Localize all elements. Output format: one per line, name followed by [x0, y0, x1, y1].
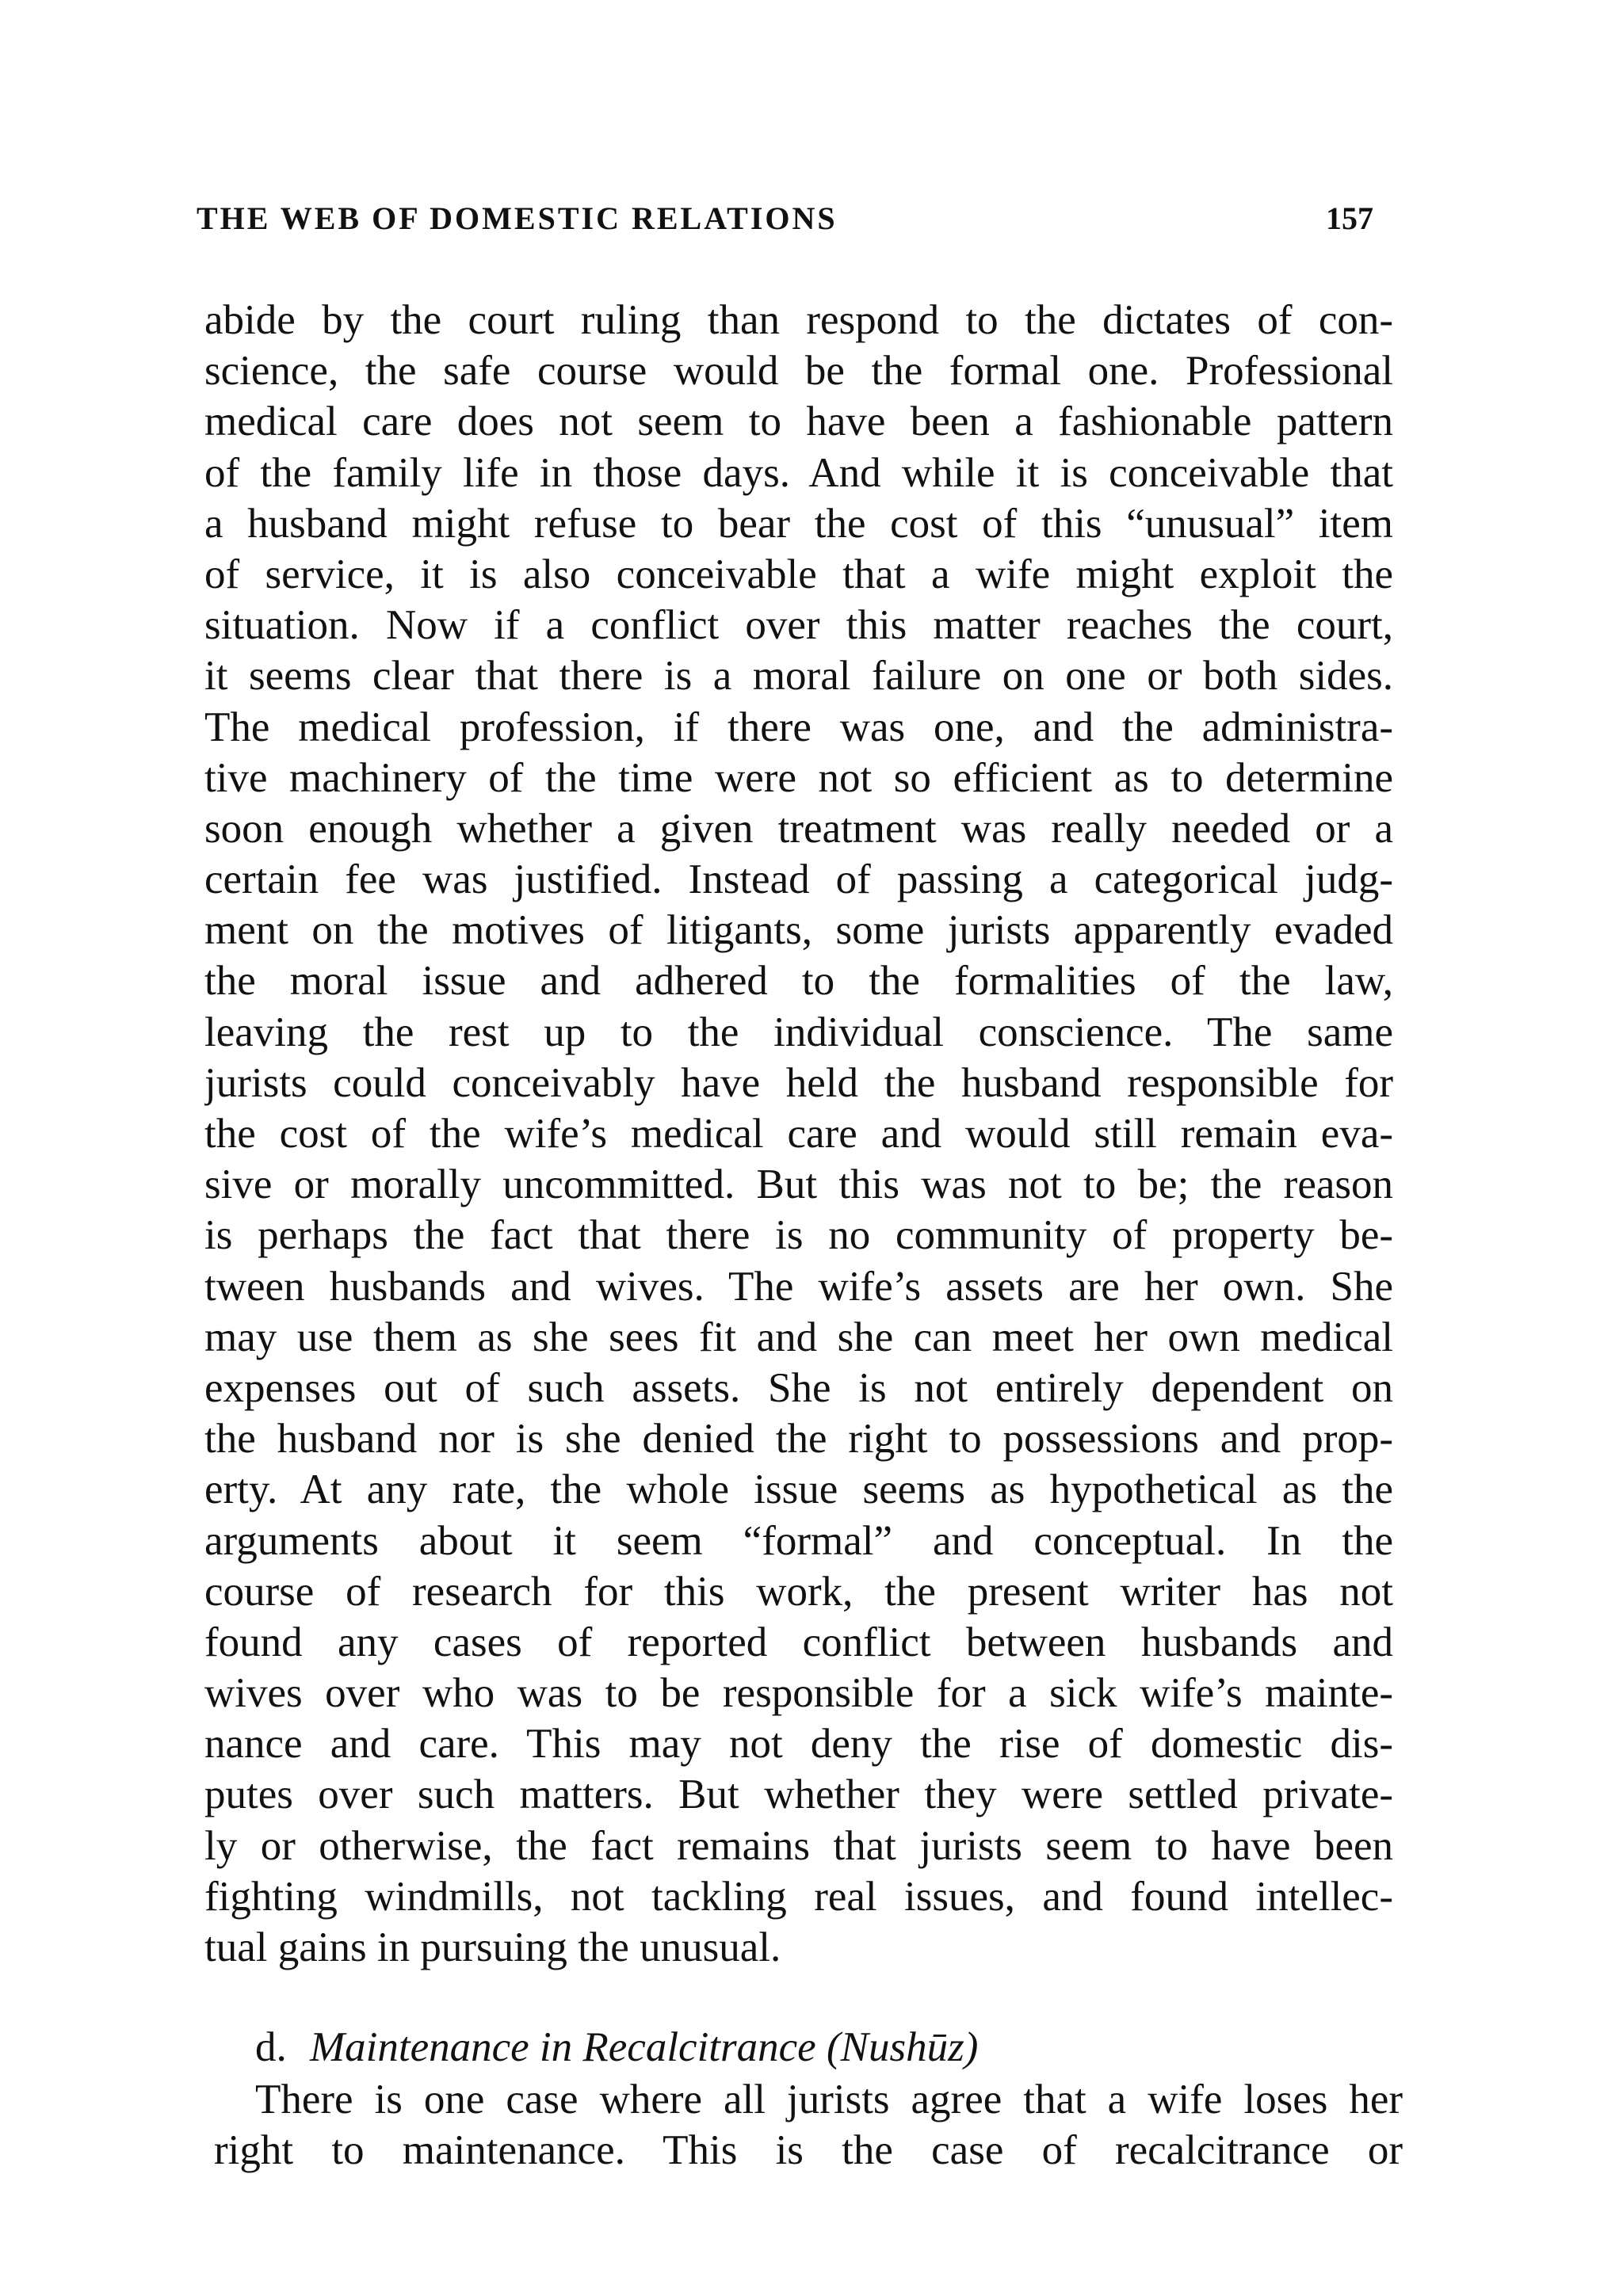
text-line: erty. At any rate, the whole issue seems as hypothetical as the — [204, 1466, 1393, 1513]
section-heading — [255, 2022, 978, 2073]
main-paragraph — [204, 295, 1393, 1973]
text-line: putes over such matters. But whether they were settled private- — [204, 1772, 1393, 1818]
text-line: course of research for this work, the present writer has not — [204, 1568, 1393, 1615]
text-line: jurists could conceivably have held the husband responsible for — [204, 1059, 1393, 1106]
text-line: expenses out of such assets. She is not entirely dependent on — [204, 1364, 1393, 1411]
text-line: science, the safe course would be the formal one. Professional — [204, 348, 1393, 395]
running-head — [197, 196, 1373, 241]
section-title: Maintenance in Recalcitrance (Nushūz) — [310, 2024, 979, 2070]
text-line: wives over who was to be responsible for a sick wife’s mainte- — [204, 1670, 1393, 1717]
text-line: of the family life in those days. And while it is conceivable that — [204, 449, 1393, 496]
text-line: right to maintenance. This is the case of recalcitrance or — [214, 2127, 1403, 2174]
text-line: There is one case where all jurists agree that a wife loses her — [255, 2077, 1403, 2122]
text-line: tween husbands and wives. The wife’s assets are her own. She — [204, 1263, 1393, 1310]
text-line: sive or morally uncommitted. But this was not to be; the reason — [204, 1161, 1393, 1208]
text-line: of service, it is also conceivable that a wife might exploit the — [204, 551, 1393, 597]
text-line: tual gains in pursuing the unusual. — [204, 1924, 781, 1970]
text-line: the husband nor is she denied the right to possessions and prop- — [204, 1416, 1393, 1463]
section-label: d. — [255, 2024, 287, 2070]
text-line: tive machinery of the time were not so efficient as to determine — [204, 754, 1393, 801]
text-line: the cost of the wife’s medical care and would still remain eva- — [204, 1111, 1393, 1157]
text-line: leaving the rest up to the individual conscience. The same — [204, 1009, 1393, 1055]
text-line: a husband might refuse to bear the cost of this “unusual” item — [204, 500, 1393, 547]
text-line: the moral issue and adhered to the formalities of the law, — [204, 958, 1393, 1005]
text-line: fighting windmills, not tackling real issues, and found intellec- — [204, 1873, 1393, 1920]
text-line: may use them as she sees fit and she can meet her own medical — [204, 1314, 1393, 1360]
text-line: nance and care. This may not deny the rise of domestic dis- — [204, 1721, 1393, 1768]
continuation-paragraph — [214, 2074, 1403, 2176]
text-line: arguments about it seem “formal” and conceptual. In the — [204, 1517, 1393, 1564]
text-line: it seems clear that there is a moral failure on one or both sides. — [204, 653, 1393, 700]
text-line: The medical profession, if there was one, and the administra- — [204, 704, 1393, 750]
text-line: ment on the motives of litigants, some jurists apparently evaded — [204, 907, 1393, 954]
text-line: abide by the court ruling than respond to the dictates of con- — [204, 297, 1393, 343]
running-head-title: THE WEB OF DOMESTIC RELATIONS — [197, 200, 838, 236]
text-line: found any cases of reported conflict between husbands and — [204, 1619, 1393, 1665]
text-line: situation. Now if a conflict over this matter reaches the court, — [204, 602, 1393, 649]
text-line: soon enough whether a given treatment was really needed or a — [204, 805, 1393, 852]
page-number: 157 — [1326, 200, 1373, 236]
text-line: medical care does not seem to have been a fashionable pattern — [204, 399, 1393, 445]
text-line: is perhaps the fact that there is no community of property be- — [204, 1212, 1393, 1259]
text-line: certain fee was justified. Instead of passing a categorical judg- — [204, 856, 1393, 903]
text-line: ly or otherwise, the fact remains that jurists seem to have been — [204, 1822, 1393, 1869]
